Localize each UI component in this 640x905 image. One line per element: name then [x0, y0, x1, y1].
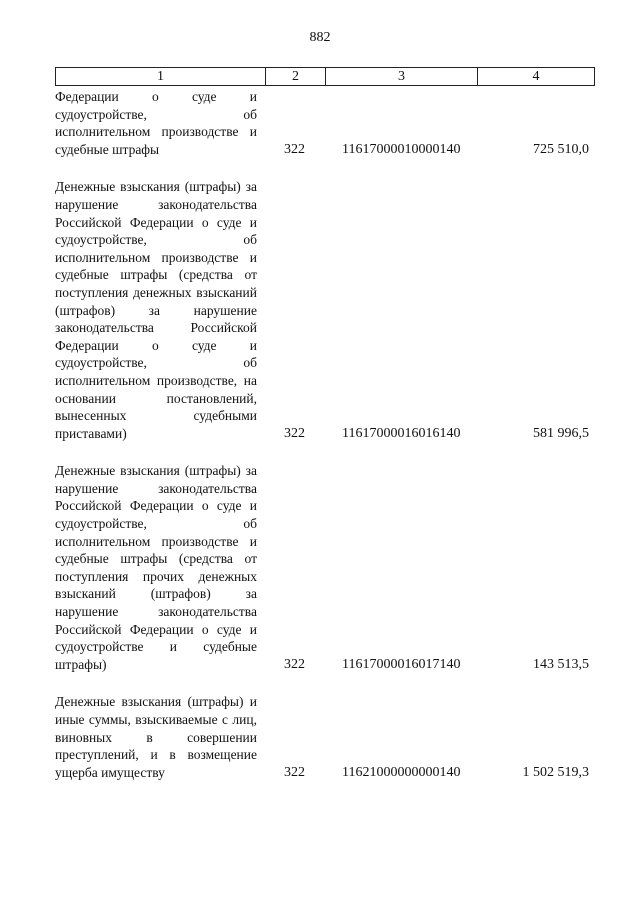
table-row [55, 88, 595, 158]
row-revenue-code: 11617000016017140 [342, 656, 461, 672]
row-description: Денежные взыскания (штрафы) за нарушение законодательства Российской Федерации о суде и судоустройстве, об исполнительном производстве и судебные штрафы (средства от поступления прочих денежных взысканий (штрафов) за нарушение законодательства Российской Федерации о суде и судоустройстве и судебные штрафы) [55, 463, 257, 672]
table-row [55, 178, 595, 442]
row-description: Денежные взыскания (штрафы) за нарушение законодательства Российской Федерации о суде и судоустройстве, об исполнительном производстве и судебные штрафы (средства от поступления денежных взысканий (штрафов) за нарушение законодательства Российской Федерации о суде и судоустройстве, об исполнительном производстве, на основании постановлений, вынесенных судебными приставами) [55, 179, 257, 441]
table-body [55, 88, 595, 801]
row-admin-code: 322 [284, 764, 305, 780]
row-revenue-code: 11617000010000140 [342, 141, 461, 157]
row-revenue-code: 11621000000000140 [342, 764, 461, 780]
row-amount: 725 510,0 [533, 141, 589, 157]
row-admin-code: 322 [284, 656, 305, 672]
row-amount: 1 502 519,3 [522, 764, 589, 780]
row-description: Денежные взыскания (штрафы) и иные суммы, взыскиваемые с лиц, виновных в совершении преступлений, и в возмещение ущерба имуществу [55, 694, 257, 780]
header-col-1: 1 [56, 68, 266, 85]
table-header [55, 67, 595, 86]
row-amount: 143 513,5 [533, 656, 589, 672]
header-col-3: 3 [326, 68, 478, 85]
table-row [55, 693, 595, 781]
row-admin-code: 322 [284, 425, 305, 441]
row-revenue-code: 11617000016016140 [342, 425, 461, 441]
table-row [55, 462, 595, 673]
row-admin-code: 322 [284, 141, 305, 157]
page-number: 882 [309, 30, 331, 45]
row-description: Федерации о суде и судоустройстве, об исполнительном производстве и судебные штрафы [55, 89, 257, 157]
header-col-2: 2 [266, 68, 326, 85]
row-amount: 581 996,5 [533, 425, 589, 441]
header-col-4: 4 [532, 69, 540, 84]
